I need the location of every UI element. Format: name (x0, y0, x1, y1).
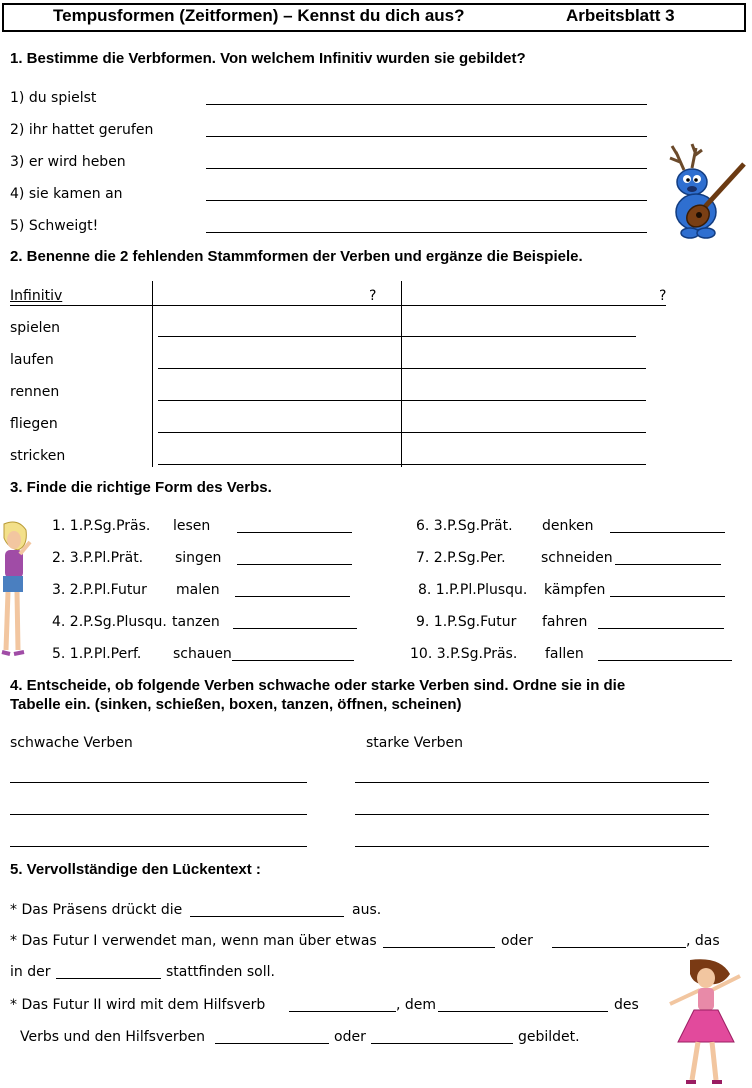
answer-line[interactable] (615, 564, 721, 565)
cloze-text: Verbs und den Hilfsverben (20, 1029, 205, 1045)
table-divider (401, 281, 402, 467)
form-label: 2. 3.P.Pl.Prät. (52, 550, 144, 566)
table-header-rule (10, 305, 666, 306)
task1-item: 3) er wird heben (10, 154, 126, 170)
girl-figure-icon (0, 520, 32, 662)
dancing-girl-icon (650, 956, 746, 1086)
cloze-text: oder (334, 1029, 366, 1045)
form-label: 3. 2.P.Pl.Futur (52, 582, 147, 598)
task3-title: 3. Finde die richtige Form des Verbs. (10, 479, 272, 496)
verb-label: singen (175, 550, 222, 566)
cloze-text: des (614, 997, 639, 1013)
cloze-text: stattfinden soll. (166, 964, 275, 980)
task2-title: 2. Benenne die 2 fehlenden Stammformen der Verben und ergänze die Beispiele. (10, 248, 583, 265)
table-verb: fliegen (10, 416, 58, 432)
answer-line[interactable] (610, 596, 725, 597)
worksheet-number: Arbeitsblatt 3 (566, 6, 675, 25)
answer-line[interactable] (190, 916, 344, 917)
answer-line[interactable] (233, 628, 357, 629)
reindeer-guitar-icon (662, 142, 748, 240)
verb-label: lesen (173, 518, 211, 534)
task1-item: 5) Schweigt! (10, 218, 99, 234)
table-divider (152, 281, 153, 467)
answer-line[interactable] (158, 432, 646, 433)
answer-line[interactable] (56, 978, 161, 979)
answer-line[interactable] (10, 846, 307, 847)
verb-label: schneiden (541, 550, 613, 566)
cloze-text: oder (501, 933, 533, 949)
verb-label: kämpfen (544, 582, 606, 598)
answer-line[interactable] (158, 400, 646, 401)
form-label: 7. 2.P.Sg.Per. (416, 550, 506, 566)
verb-label: denken (542, 518, 594, 534)
answer-line[interactable] (237, 532, 352, 533)
answer-line[interactable] (383, 947, 495, 948)
cloze-text: gebildet. (518, 1029, 580, 1045)
answer-line[interactable] (158, 464, 646, 465)
answer-line[interactable] (355, 846, 709, 847)
answer-line[interactable] (215, 1043, 329, 1044)
answer-line[interactable] (158, 336, 636, 337)
cloze-text: in der (10, 964, 51, 980)
table-verb: spielen (10, 320, 61, 336)
table-verb: stricken (10, 448, 66, 464)
answer-line[interactable] (206, 200, 647, 201)
task4-title-continued: Tabelle ein. (sinken, schießen, boxen, tanzen, öffnen, scheinen) (10, 696, 462, 713)
task1-title: 1. Bestimme die Verbformen. Von welchem Infinitiv wurden sie gebildet? (10, 50, 526, 67)
cloze-text: , dem (396, 997, 437, 1013)
task5-title: 5. Vervollständige den Lückentext : (10, 861, 261, 878)
verb-label: fahren (542, 614, 588, 630)
cloze-text: , das (686, 933, 720, 949)
cloze-text: * Das Futur II wird mit dem Hilfsverb (10, 997, 266, 1013)
answer-line[interactable] (206, 232, 647, 233)
form-label: 1. 1.P.Sg.Präs. (52, 518, 151, 534)
answer-line[interactable] (158, 368, 646, 369)
table-header-question: ? (369, 288, 377, 304)
answer-line[interactable] (355, 782, 709, 783)
answer-line[interactable] (10, 814, 307, 815)
answer-line[interactable] (598, 628, 724, 629)
cloze-text: aus. (352, 902, 382, 918)
task4-title: 4. Entscheide, ob folgende Verben schwache oder starke Verben sind. Ordne sie in die (10, 677, 626, 694)
answer-line[interactable] (206, 168, 647, 169)
verb-label: malen (176, 582, 220, 598)
cloze-text: * Das Futur I verwendet man, wenn man über etwas (10, 933, 377, 949)
verb-label: schauen (173, 646, 232, 662)
task1-item: 4) sie kamen an (10, 186, 123, 202)
answer-line[interactable] (232, 660, 354, 661)
answer-line[interactable] (598, 660, 732, 661)
form-label: 5. 1.P.Pl.Perf. (52, 646, 142, 662)
answer-line[interactable] (371, 1043, 513, 1044)
form-label: 6. 3.P.Sg.Prät. (416, 518, 513, 534)
worksheet-title: Tempusformen (Zeitformen) – Kennst du dich aus? (53, 6, 465, 25)
answer-line[interactable] (610, 532, 725, 533)
table-verb: laufen (10, 352, 54, 368)
answer-line[interactable] (206, 104, 647, 105)
answer-line[interactable] (552, 947, 686, 948)
verb-label: tanzen (172, 614, 220, 630)
form-label: 9. 1.P.Sg.Futur (416, 614, 517, 630)
column-label-strong: starke Verben (366, 735, 464, 751)
cloze-text: * Das Präsens drückt die (10, 902, 183, 918)
form-label: 8. 1.P.Pl.Plusqu. (418, 582, 528, 598)
answer-line[interactable] (289, 1011, 396, 1012)
form-label: 10. 3.P.Sg.Präs. (410, 646, 518, 662)
answer-line[interactable] (237, 564, 352, 565)
table-header-infinitiv: Infinitiv (10, 288, 63, 304)
task1-item: 1) du spielst (10, 90, 97, 106)
answer-line[interactable] (206, 136, 647, 137)
column-label-weak: schwache Verben (10, 735, 133, 751)
form-label: 4. 2.P.Sg.Plusqu. (52, 614, 167, 630)
answer-line[interactable] (235, 596, 350, 597)
table-verb: rennen (10, 384, 60, 400)
task1-item: 2) ihr hattet gerufen (10, 122, 154, 138)
answer-line[interactable] (355, 814, 709, 815)
answer-line[interactable] (438, 1011, 608, 1012)
verb-label: fallen (545, 646, 584, 662)
table-header-question: ? (659, 288, 667, 304)
answer-line[interactable] (10, 782, 307, 783)
